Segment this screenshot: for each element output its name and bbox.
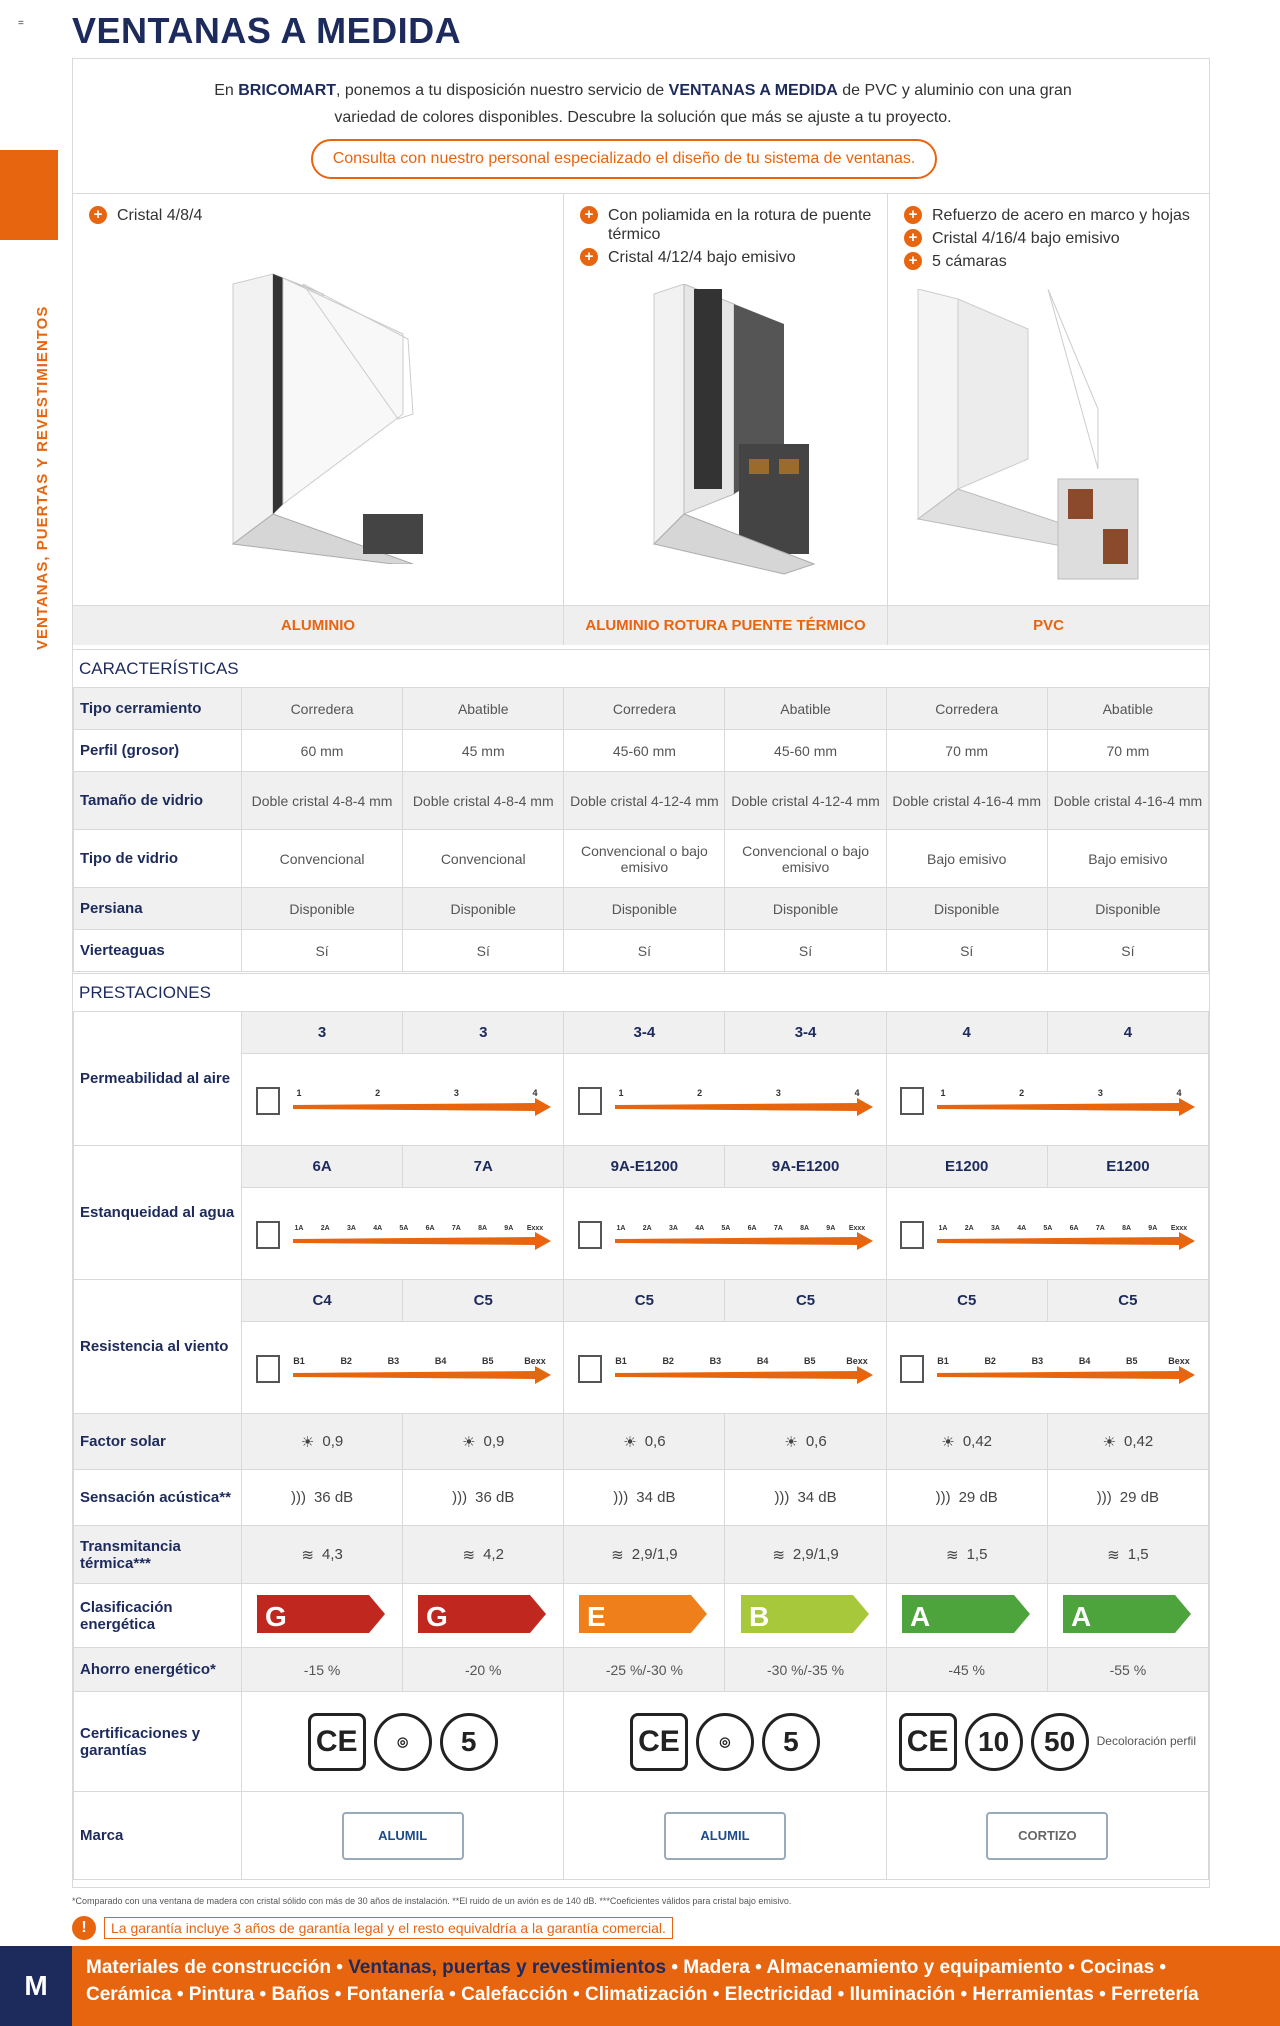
sun-icon: ☀ — [462, 1433, 476, 1451]
table-row: Clasificación energética G G E B A A — [74, 1584, 1209, 1648]
footer-category-link[interactable]: Electricidad — [724, 1984, 833, 2005]
energy-class-badge — [579, 1593, 709, 1635]
separator: • — [171, 1984, 189, 2005]
scale-tick-label: 4A — [695, 1224, 705, 1232]
energy-class-letter: B — [748, 1601, 769, 1632]
window-icon — [579, 1356, 601, 1382]
scale-tick-label: B5 — [481, 1355, 494, 1366]
scale-tick-label: 7A — [451, 1224, 461, 1232]
page-title: VENTANAS A MEDIDA — [72, 10, 462, 51]
five-year-guarantee-icon: 5 — [440, 1713, 498, 1771]
footer-category-link[interactable]: Cerámica — [86, 1984, 172, 2005]
scale-tick-label: 6A — [425, 1224, 435, 1232]
scale-tick-label: 8A — [800, 1224, 810, 1232]
table-row: Tamaño de vidrio Doble cristal 4-8-4 mm Doble cristal 4-8-4 mm Doble cristal 4-12-4 mm Doble cristal 4-12-4 mm Doble cristal 4-16-4 mm Doble cristal 4-16-4 mm — [74, 772, 1209, 830]
scale-tick-label: 8A — [477, 1224, 487, 1232]
footer-category-link[interactable]: Iluminación — [849, 1984, 956, 2005]
scale-tick-label: Bexx — [846, 1355, 868, 1366]
scale-tick-label: 6A — [1069, 1224, 1079, 1232]
scale-tick-label: 4A — [1017, 1224, 1027, 1232]
separator: • — [1063, 1957, 1081, 1978]
product-name: ALUMINIO — [73, 605, 563, 645]
scale-tick-label: 5A — [1043, 1224, 1053, 1232]
scale-tick-label: 9A — [826, 1224, 836, 1232]
scale-tick-label: 3A — [668, 1224, 678, 1232]
scale-tick-label: 7A — [773, 1224, 783, 1232]
table-row — [74, 1322, 1209, 1414]
scale-arrow — [293, 1232, 551, 1250]
plus-icon: + — [580, 248, 598, 266]
footer-category-link[interactable]: Baños — [271, 1984, 330, 2005]
feature-item: + Con poliamida en la rotura de puente térmico — [580, 206, 887, 244]
energy-class-letter: G — [426, 1601, 449, 1632]
window-icon — [257, 1088, 279, 1114]
scale-tick-label: 3A — [991, 1224, 1001, 1232]
scale-tick-label: 7A — [1096, 1224, 1106, 1232]
separator: • — [832, 1984, 850, 2005]
energy-class-badge — [1063, 1593, 1193, 1635]
viento-scale-graphic — [897, 1340, 1197, 1396]
energy-class-letter: G — [265, 1601, 287, 1632]
scale-arrow — [937, 1098, 1195, 1116]
sun-icon: ☀ — [941, 1433, 955, 1451]
scale-tick-label: 2 — [697, 1087, 703, 1098]
scale-arrow — [615, 1232, 873, 1250]
footnote: *Comparado con una ventana de madera con cristal sólido con más de 30 años de instalación. **El ruido de un avión es de 140 dB. ***Coeficientes válidos para cristal bajo emisivo. — [72, 1896, 792, 1906]
scale-tick-label: 3A — [346, 1224, 356, 1232]
feature-item: + Cristal 4/16/4 bajo emisivo — [904, 229, 1190, 248]
plus-icon: + — [904, 229, 922, 247]
footer-nav — [0, 1946, 1280, 2026]
permeabilidad-scale-graphic — [253, 1072, 553, 1128]
sound-icon: ))) — [452, 1489, 468, 1506]
product-name: PVC — [888, 605, 1209, 645]
footer-category-link[interactable]: Climatización — [584, 1984, 708, 2005]
scale-tick-label: B4 — [1079, 1355, 1091, 1366]
fifty-year-guarantee-icon: 50 — [1031, 1713, 1089, 1771]
scale-tick-label: 2 — [374, 1087, 380, 1098]
scale-tick-label: 1A — [294, 1224, 304, 1232]
heat-icon: ≋ — [301, 1546, 314, 1564]
scale-tick-label: B4 — [756, 1355, 769, 1366]
footer-category-link[interactable]: Materiales de construcción — [86, 1957, 331, 1978]
heat-icon: ≋ — [611, 1546, 624, 1564]
scale-tick-label: 2 — [1019, 1087, 1025, 1098]
scale-tick-label: 5A — [721, 1224, 731, 1232]
table-row: Transmitancia térmica*** ≋ 4,3 ≋ 4,2 ≋ 2,9/1,9 ≋ 2,9/1,9 ≋ 1,5 ≋ 1,5 — [74, 1526, 1209, 1584]
scale-arrow — [937, 1232, 1195, 1250]
separator: • — [1093, 1984, 1112, 2005]
scale-tick-label: Exxx — [1171, 1224, 1188, 1232]
scale-tick-label: 2A — [965, 1224, 975, 1232]
scale-arrow — [293, 1366, 551, 1384]
energy-class-badge — [257, 1593, 387, 1635]
product-name: ALUMINIO ROTURA PUENTE TÉRMICO — [564, 605, 887, 645]
table-row — [74, 1054, 1209, 1146]
separator: • — [443, 1984, 462, 2005]
sound-icon: ))) — [1096, 1489, 1112, 1506]
scale-tick-label: 4 — [1176, 1087, 1182, 1098]
scale-arrow — [615, 1366, 873, 1384]
heat-icon: ≋ — [945, 1546, 959, 1564]
estanqueidad-scale-graphic — [897, 1206, 1197, 1262]
window-icon — [579, 1222, 601, 1248]
separator: • — [707, 1984, 725, 2005]
plus-icon: + — [89, 206, 107, 224]
footer-categories — [86, 1954, 1216, 2008]
window-icon — [257, 1222, 279, 1248]
table-row: Tipo cerramiento Corredera Abatible Corredera Abatible Corredera Abatible — [74, 688, 1209, 730]
scale-tick-label: 2A — [320, 1224, 330, 1232]
estanqueidad-scale-graphic — [253, 1206, 553, 1262]
consult-button[interactable]: Consulta con nuestro personal especializado el diseño de tu sistema de ventanas. — [311, 139, 937, 179]
energy-class-badge — [902, 1593, 1032, 1635]
pvc-window-image — [908, 289, 1188, 589]
footer-category-link[interactable]: Ferretería — [1111, 1984, 1199, 2005]
scale-arrow — [937, 1366, 1195, 1384]
separator: • — [666, 1957, 684, 1978]
sound-icon: ))) — [613, 1489, 629, 1506]
feature-item: + Cristal 4/12/4 bajo emisivo — [580, 248, 887, 267]
separator: • — [329, 1984, 347, 2005]
table-row — [74, 1188, 1209, 1280]
energy-class-badge — [418, 1593, 548, 1635]
table-row: Vierteaguas Sí Sí Sí Sí Sí Sí — [74, 930, 1209, 972]
table-row: Certificaciones y garantías CE ◎ 5 CE ◎ 5 CE 10 50 Decoloración perfil — [74, 1692, 1209, 1792]
scale-tick-label: B2 — [984, 1355, 997, 1366]
store-logo-icon: M — [0, 1946, 72, 2026]
ce-mark-icon: CE — [899, 1713, 957, 1771]
scale-tick-label: 4A — [372, 1224, 382, 1232]
scale-tick-label: 8A — [1122, 1224, 1132, 1232]
table-row: Factor solar ☀ 0,9 ☀ 0,9 ☀ 0,6 ☀ 0,6 ☀ 0,42 ☀ 0,42 — [74, 1414, 1209, 1470]
scale-tick-label: 4 — [854, 1087, 860, 1098]
scale-tick-label: 1 — [296, 1087, 302, 1098]
scale-tick-label: 3 — [1098, 1087, 1104, 1098]
feature-item: + Refuerzo de acero en marco y hojas — [904, 206, 1190, 225]
scale-tick-label: Bexx — [1168, 1355, 1191, 1366]
info-icon: ! — [72, 1916, 96, 1940]
energy-class-letter: E — [587, 1601, 607, 1632]
caracteristicas-table — [73, 687, 1209, 972]
guarantee-text: La garantía incluye 3 años de garantía legal y el resto equivaldría a la garantía comercial. — [104, 1917, 673, 1939]
scale-tick-label: 1A — [616, 1224, 626, 1232]
window-icon — [257, 1356, 279, 1382]
corner-mark: = — [18, 18, 24, 29]
scale-tick-label: B3 — [1031, 1355, 1044, 1366]
scale-tick-label: 1A — [938, 1224, 948, 1232]
ten-year-guarantee-icon: 10 — [965, 1713, 1023, 1771]
plus-icon: + — [580, 206, 598, 224]
table-row: Perfil (grosor) 60 mm 45 mm 45-60 mm 45-60 mm 70 mm 70 mm — [74, 730, 1209, 772]
ce-mark-icon: CE — [630, 1713, 688, 1771]
scale-tick-label: 6A — [747, 1224, 757, 1232]
scale-tick-label: 5A — [399, 1224, 409, 1232]
quality-seal-icon: ◎ — [696, 1713, 754, 1771]
scale-tick-label: Exxx — [526, 1224, 543, 1232]
heat-icon: ≋ — [1107, 1546, 1120, 1564]
estanqueidad-scale-graphic — [575, 1206, 875, 1262]
scale-tick-label: B5 — [804, 1355, 816, 1366]
brand-logo-alumil: ALUMIL — [342, 1812, 464, 1860]
scale-tick-label: B3 — [387, 1355, 399, 1366]
intro-section — [73, 59, 1209, 191]
separator: • — [749, 1957, 767, 1978]
table-row: Permeabilidad al aire 3 3 3-4 3-4 4 4 — [74, 1012, 1209, 1054]
energy-class-badge — [741, 1593, 871, 1635]
separator: • — [1154, 1957, 1167, 1978]
intro-text: En BRICOMART, ponemos a tu disposición nuestro servicio de VENTANAS A MEDIDA de PVC y aluminio con una gran variedad de colores disponibles. Descubre la solución que más se ajuste a tu proyecto. — [214, 82, 1072, 126]
scale-tick-label: 1 — [618, 1087, 624, 1098]
energy-class-letter: A — [1070, 1601, 1092, 1632]
sun-icon: ☀ — [300, 1433, 315, 1451]
side-section-label: VENTANAS, PUERTAS Y REVESTIMIENTOS — [34, 305, 51, 650]
scale-tick-label: 9A — [1148, 1224, 1158, 1232]
separator: • — [567, 1984, 585, 2005]
table-row: Estanqueidad al agua 6A 7A 9A-E1200 9A-E1200 E1200 E1200 — [74, 1146, 1209, 1188]
brand-logo-alumil: ALUMIL — [664, 1812, 786, 1860]
energy-class-letter: A — [909, 1601, 930, 1632]
table-row: Sensación acústica** ))) 36 dB ))) 36 dB ))) 34 dB ))) 34 dB ))) 29 dB ))) 29 dB — [74, 1470, 1209, 1526]
window-icon — [901, 1356, 923, 1382]
feature-item: + 5 cámaras — [904, 252, 1190, 271]
side-tab — [0, 150, 58, 240]
rpt-window-image — [634, 284, 834, 584]
product-aluminio — [73, 193, 563, 645]
scale-tick-label: Exxx — [848, 1224, 866, 1232]
scale-tick-label: Bexx — [523, 1355, 546, 1366]
scale-tick-label: B3 — [709, 1355, 722, 1366]
footer-category-link[interactable]: Fontanería — [346, 1984, 444, 2005]
scale-tick-label: B2 — [340, 1355, 352, 1366]
prestaciones-table — [73, 1011, 1209, 1880]
heat-icon: ≋ — [462, 1546, 476, 1564]
ce-mark-icon: CE — [308, 1713, 366, 1771]
footer-category-link[interactable]: Calefacción — [461, 1984, 568, 2005]
footer-category-link[interactable]: Herramientas — [972, 1984, 1094, 2005]
brand-name: BRICOMART — [238, 82, 337, 99]
brand-logo-cortizo: CORTIZO — [986, 1812, 1108, 1860]
scale-tick-label: 1 — [940, 1087, 946, 1098]
permeabilidad-scale-graphic — [575, 1072, 875, 1128]
permeabilidad-scale-graphic — [897, 1072, 1197, 1128]
service-name: VENTANAS A MEDIDA — [668, 82, 838, 99]
plus-icon: + — [904, 252, 922, 270]
viento-scale-graphic — [253, 1340, 553, 1396]
window-icon — [901, 1222, 923, 1248]
separator: • — [330, 1957, 349, 1978]
separator: • — [955, 1984, 973, 2005]
window-icon — [579, 1088, 601, 1114]
footer-category-link[interactable]: Ventanas, puertas y revestimientos — [348, 1957, 667, 1978]
product-columns — [73, 193, 1209, 645]
section-caracteristicas: CARACTERÍSTICAS — [73, 649, 1209, 687]
scale-tick-label: 3 — [775, 1087, 781, 1098]
scale-arrow — [615, 1098, 873, 1116]
scale-tick-label: B1 — [292, 1355, 305, 1366]
scale-tick-label: 9A — [503, 1224, 513, 1232]
five-year-guarantee-icon: 5 — [762, 1713, 820, 1771]
product-pvc — [887, 193, 1209, 645]
section-prestaciones: PRESTACIONES — [73, 973, 1209, 1011]
footer-category-link[interactable]: Madera — [683, 1957, 750, 1978]
aluminium-window-image — [213, 264, 453, 564]
plus-icon: + — [904, 206, 922, 224]
table-row: Ahorro energético* -15 % -20 % -25 %/-30 % -30 %/-35 % -45 % -55 % — [74, 1648, 1209, 1692]
viento-scale-graphic — [575, 1340, 875, 1396]
table-row: Marca ALUMIL ALUMIL CORTIZO — [74, 1792, 1209, 1880]
footer-category-link[interactable]: Almacenamiento y equipamiento — [766, 1957, 1064, 1978]
table-row: Resistencia al viento C4 C5 C5 C5 C5 C5 — [74, 1280, 1209, 1322]
scale-tick-label: 2A — [642, 1224, 652, 1232]
table-row: Persiana Disponible Disponible Disponible Disponible Disponible Disponible — [74, 888, 1209, 930]
window-icon — [901, 1088, 923, 1114]
scale-tick-label: B1 — [615, 1355, 627, 1366]
sound-icon: ))) — [935, 1489, 951, 1506]
product-aluminio-rpt — [563, 193, 887, 645]
table-row: Tipo de vidrio Convencional Convencional Convencional o bajo emisivo Convencional o bajo emisivo Bajo emisivo Bajo emisivo — [74, 830, 1209, 888]
scale-tick-label: 3 — [453, 1087, 459, 1098]
content-frame — [72, 58, 1210, 1888]
sound-icon: ))) — [290, 1489, 306, 1506]
footer-category-link[interactable]: Pintura — [188, 1984, 255, 2005]
scale-tick-label: B1 — [937, 1355, 950, 1366]
feature-item: + Cristal 4/8/4 — [89, 206, 202, 225]
scale-tick-label: 4 — [532, 1087, 538, 1098]
decoloracion-note: Decoloración perfil — [1096, 1734, 1196, 1748]
quality-seal-icon: ◎ — [374, 1713, 432, 1771]
scale-tick-label: B5 — [1126, 1355, 1138, 1366]
scale-tick-label: B2 — [662, 1355, 674, 1366]
sun-icon: ☀ — [1102, 1433, 1117, 1451]
footer-category-link[interactable]: Cocinas — [1080, 1957, 1155, 1978]
separator: • — [254, 1984, 272, 2005]
scale-arrow — [293, 1098, 551, 1116]
sun-icon: ☀ — [623, 1433, 637, 1451]
guarantee-note — [72, 1916, 673, 1940]
heat-icon: ≋ — [772, 1546, 785, 1564]
sound-icon: ))) — [774, 1489, 790, 1506]
scale-tick-label: B4 — [434, 1355, 447, 1366]
sun-icon: ☀ — [784, 1433, 798, 1451]
